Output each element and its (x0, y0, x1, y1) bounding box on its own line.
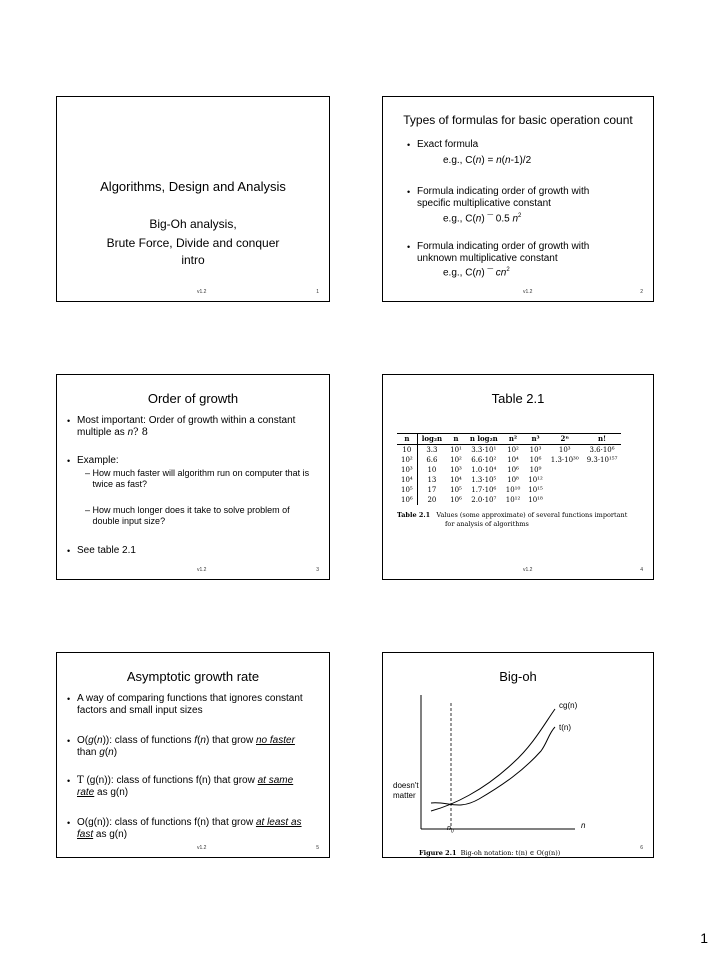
slide-3-version: v1.2 (197, 567, 207, 573)
slide-5-number: 5 (316, 845, 319, 851)
table-cell: 9.3·10¹⁵⁷ (586, 456, 618, 464)
figure-caption: Figure 2.1 Big-oh notation: t(n) ∈ O(g(n)) (419, 849, 561, 857)
slide-6-number: 6 (640, 845, 643, 851)
table-cell: 10² (450, 456, 462, 464)
slide-1-title: Algorithms, Design and Analysis (100, 179, 286, 194)
table-cell: 10³ (397, 465, 417, 475)
table-cell: 10⁴ (397, 475, 417, 485)
table-cell: 10³ (450, 466, 462, 474)
slide-4-number: 4 (640, 567, 643, 573)
table-cell: 17 (427, 486, 437, 494)
table-cell: 3.6·10⁶ (589, 446, 615, 454)
table-cell: 2.0·10⁷ (471, 496, 497, 504)
table-cell: 1.3·10⁵ (471, 476, 497, 484)
slide-5-bullet-2: • O(g(n)): class of functions f(n) that grow no faster than g(n) (67, 735, 295, 758)
slide-5 (56, 652, 330, 858)
table-cell: 10⁶ (397, 495, 417, 505)
slide-4-title: Table 2.1 (491, 391, 545, 406)
table-cell (547, 465, 583, 475)
cg-curve (431, 709, 555, 811)
page-number: 1 (700, 930, 708, 946)
table-cell: 1.3·10³⁰ (550, 456, 579, 464)
table-row (397, 465, 621, 475)
table-cell (583, 495, 622, 505)
table-cell: 10¹² (528, 476, 543, 484)
table-cell: 10 (397, 445, 417, 456)
big-oh-figure (383, 653, 655, 859)
slide-1 (56, 96, 330, 302)
slide-3-dash-1: – How much faster will algorithm run on computer that is twice as fast? (85, 468, 310, 489)
slide-3 (56, 374, 330, 580)
table-cell: 10³ (529, 446, 542, 454)
slide-4-version: v1.2 (523, 567, 533, 573)
slide-1-version: v1.2 (197, 289, 207, 295)
table-cell: 3.3·10¹ (471, 446, 497, 454)
table-cell: 6.6·10² (471, 456, 497, 464)
table-cell: 20 (427, 496, 437, 504)
table-cell (583, 485, 622, 495)
table-2-1 (397, 433, 621, 505)
cg-label: cg(n) (559, 701, 578, 710)
n-axis-label: n (581, 821, 586, 830)
slide-3-number: 3 (316, 567, 319, 573)
table-header-cell: 2ⁿ (560, 434, 569, 443)
slide-2-bullet-2: • Formula indicating order of growth with specific multiplicative constant (407, 186, 590, 209)
slide-4 (382, 374, 654, 580)
slide-5-version: v1.2 (197, 845, 207, 851)
slide-1-subtitle-line2: Brute Force, Divide and conquer (106, 236, 280, 250)
table-cell (547, 475, 583, 485)
slide-3-bullet-3: • See table 2.1 (67, 545, 136, 556)
table-cell (583, 475, 622, 485)
slide-5-bullet-3: • T (g(n)): class of functions f(n) that grow at same rate as g(n) (67, 775, 294, 798)
table-cell: 10¹⁰ (505, 486, 521, 494)
table-header-cell: n² (508, 434, 518, 443)
n0-label: $n_0$ (447, 825, 454, 835)
table-cell: 1.0·10⁴ (471, 466, 497, 474)
slide-2-bullet-3: • Formula indicating order of growth with unknown multiplicative constant (407, 241, 590, 264)
table-cell: 10² (397, 455, 417, 465)
table-header-cell: n³ (531, 434, 540, 443)
table-cell: 13 (427, 476, 437, 484)
table-row (397, 445, 621, 456)
slide-5-bullet-1: • A way of comparing functions that ignores constant factors and small input sizes (67, 693, 303, 716)
table-header-cell: log₂n (421, 434, 443, 443)
slide-2-example-1: e.g., C(n) = n(n-1)/2 (443, 155, 532, 166)
doesnt-matter-label: doesn't matter (393, 781, 419, 800)
table-row (397, 495, 621, 505)
table-cell (547, 485, 583, 495)
table-cell: 10⁶ (450, 496, 462, 504)
slide-2-example-3: e.g., C(n) ¯ $cn^2$ (443, 267, 510, 279)
table-cell: 6.6 (426, 456, 438, 464)
table-cell: 10³ (558, 446, 571, 454)
t-curve (431, 727, 555, 805)
table-cell: 10¹⁵ (528, 486, 543, 494)
table-cell: 10¹² (505, 496, 521, 504)
slide-2 (382, 96, 654, 302)
slide-2-version: v1.2 (523, 289, 533, 295)
table-cell: 10² (507, 446, 519, 454)
slide-3-title: Order of growth (147, 391, 239, 406)
table-row (397, 485, 621, 495)
slide-1-subtitle-line1: Big-Oh analysis, (149, 217, 237, 231)
slide-3-dash-2: – How much longer does it take to solve problem of double input size? (85, 505, 290, 526)
table-row (397, 475, 621, 485)
slide-2-bullet-1: • Exact formula (407, 139, 479, 150)
slide-2-example-2: e.g., C(n) ¯ 0.5 $n^2$ (443, 213, 522, 225)
table-cell: 10⁴ (507, 456, 519, 464)
slide-6 (382, 652, 654, 858)
table-cell: 10⁵ (397, 485, 417, 495)
slide-5-title: Asymptotic growth rate (126, 669, 260, 684)
table-header-cell: n (453, 434, 459, 443)
slide-5-bullet-4: • O(g(n)): class of functions f(n) that grow at least as fast as g(n) (67, 817, 302, 840)
table-cell: 10⁶ (529, 456, 542, 464)
table-cell: 10⁵ (450, 486, 462, 494)
table-caption: Table 2.1 Values (some approximate) of several functions important for analysis of algorithms (397, 511, 628, 528)
table-cell: 10 (427, 466, 437, 474)
slide-1-number: 1 (316, 289, 319, 295)
table-header-cell: n (397, 434, 417, 445)
table-header-cell: n! (597, 434, 607, 443)
table-row (397, 455, 621, 465)
table-cell: 10⁶ (507, 466, 519, 474)
table-cell: 10⁸ (507, 476, 519, 484)
slide-3-bullet-2: • Example: (67, 455, 119, 466)
table-cell (547, 495, 583, 505)
table-header-cell: n log₂n (469, 434, 498, 443)
table-cell: 10⁴ (450, 476, 462, 484)
slide-1-subtitle-line3: intro (181, 253, 205, 267)
t-label: t(n) (559, 723, 571, 732)
table-cell: 10⁹ (529, 466, 542, 474)
slide-2-title: Types of formulas for basic operation count (403, 113, 633, 127)
table-cell: 10¹⁸ (528, 496, 543, 504)
table-cell: 1.7·10⁶ (471, 486, 497, 494)
slide-2-number: 2 (640, 289, 643, 295)
table-cell: 10¹ (450, 446, 462, 454)
slide-3-bullet-1: • Most important: Order of growth within a constant multiple as n? 8 (67, 415, 296, 438)
slide-6-title: Big-oh (499, 669, 537, 684)
table-cell (583, 465, 622, 475)
table-cell: 3.3 (426, 446, 438, 454)
